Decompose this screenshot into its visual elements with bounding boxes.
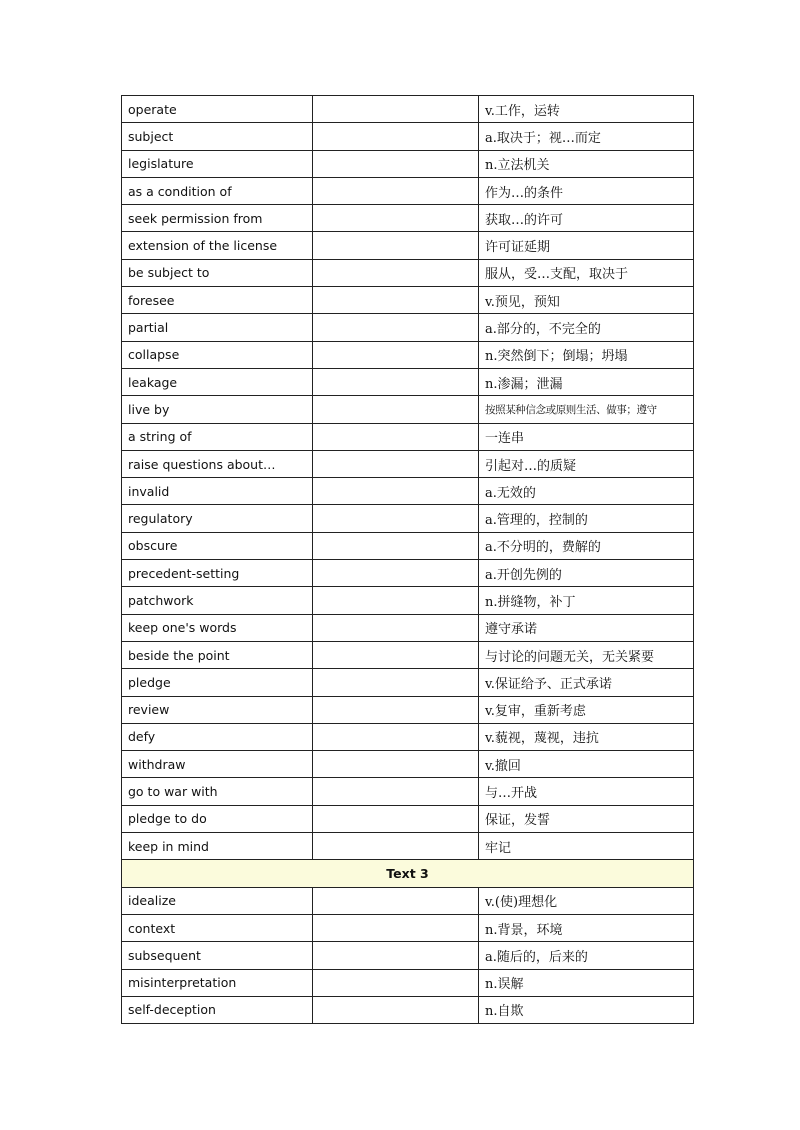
section-title: Text 3	[122, 860, 694, 887]
english-term: misinterpretation	[122, 969, 313, 996]
english-term: collapse	[122, 341, 313, 368]
blank-cell	[313, 696, 479, 723]
english-term: seek permission from	[122, 205, 313, 232]
table-row	[122, 969, 694, 996]
english-term: raise questions about…	[122, 450, 313, 477]
chinese-meaning: 牢记	[479, 833, 694, 860]
chinese-meaning: n.立法机关	[479, 150, 694, 177]
blank-cell	[313, 287, 479, 314]
chinese-meaning: 许可证延期	[479, 232, 694, 259]
chinese-meaning: 遵守承诺	[479, 614, 694, 641]
chinese-meaning: 保证，发誓	[479, 805, 694, 832]
english-term: operate	[122, 96, 313, 123]
table-row	[122, 669, 694, 696]
chinese-meaning: v.工作，运转	[479, 96, 694, 123]
english-term: partial	[122, 314, 313, 341]
blank-cell	[313, 669, 479, 696]
blank-cell	[313, 341, 479, 368]
table-row	[122, 341, 694, 368]
english-term: foresee	[122, 287, 313, 314]
english-term: a string of	[122, 423, 313, 450]
chinese-meaning: a.管理的，控制的	[479, 505, 694, 532]
chinese-meaning: 作为…的条件	[479, 177, 694, 204]
blank-cell	[313, 833, 479, 860]
table-row	[122, 205, 694, 232]
table-row	[122, 177, 694, 204]
table-row	[122, 751, 694, 778]
table-row	[122, 287, 694, 314]
table-row	[122, 805, 694, 832]
table-row	[122, 723, 694, 750]
blank-cell	[313, 96, 479, 123]
chinese-meaning: 与讨论的问题无关，无关紧要	[479, 641, 694, 668]
table-row	[122, 778, 694, 805]
chinese-meaning: v.(使)理想化	[479, 887, 694, 914]
table-row	[122, 996, 694, 1023]
blank-cell	[313, 532, 479, 559]
chinese-meaning: 引起对…的质疑	[479, 450, 694, 477]
chinese-meaning: 获取…的许可	[479, 205, 694, 232]
blank-cell	[313, 751, 479, 778]
table-row	[122, 150, 694, 177]
chinese-meaning: n.突然倒下；倒塌；坍塌	[479, 341, 694, 368]
table-row	[122, 96, 694, 123]
blank-cell	[313, 396, 479, 423]
english-term: extension of the license	[122, 232, 313, 259]
english-term: as a condition of	[122, 177, 313, 204]
chinese-meaning: n.误解	[479, 969, 694, 996]
vocabulary-table	[121, 95, 694, 1024]
english-term: keep in mind	[122, 833, 313, 860]
table-row	[122, 232, 694, 259]
chinese-meaning: v.撤回	[479, 751, 694, 778]
table-row	[122, 423, 694, 450]
table-row	[122, 478, 694, 505]
blank-cell	[313, 887, 479, 914]
vocabulary-rows	[122, 96, 694, 860]
table-row	[122, 450, 694, 477]
english-term: withdraw	[122, 751, 313, 778]
table-row	[122, 914, 694, 941]
blank-cell	[313, 505, 479, 532]
table-row	[122, 259, 694, 286]
blank-cell	[313, 177, 479, 204]
english-term: invalid	[122, 478, 313, 505]
chinese-meaning: a.随后的，后来的	[479, 942, 694, 969]
table-row	[122, 314, 694, 341]
chinese-meaning: n.渗漏；泄漏	[479, 368, 694, 395]
blank-cell	[313, 150, 479, 177]
english-term: be subject to	[122, 259, 313, 286]
english-term: self-deception	[122, 996, 313, 1023]
chinese-meaning: a.开创先例的	[479, 560, 694, 587]
table-row	[122, 123, 694, 150]
blank-cell	[313, 614, 479, 641]
blank-cell	[313, 232, 479, 259]
english-term: regulatory	[122, 505, 313, 532]
blank-cell	[313, 969, 479, 996]
english-term: leakage	[122, 368, 313, 395]
chinese-meaning: v.藐视，蔑视，违抗	[479, 723, 694, 750]
blank-cell	[313, 450, 479, 477]
blank-cell	[313, 123, 479, 150]
blank-cell	[313, 723, 479, 750]
table-row	[122, 560, 694, 587]
english-term: pledge to do	[122, 805, 313, 832]
english-term: idealize	[122, 887, 313, 914]
table-row	[122, 587, 694, 614]
english-term: keep one's words	[122, 614, 313, 641]
table-row	[122, 532, 694, 559]
table-row	[122, 614, 694, 641]
chinese-meaning: 服从，受…支配，取决于	[479, 259, 694, 286]
chinese-meaning: n.拼缝物，补丁	[479, 587, 694, 614]
blank-cell	[313, 805, 479, 832]
chinese-meaning: 按照某种信念或原则生活、做事；遵守	[479, 396, 694, 423]
blank-cell	[313, 259, 479, 286]
english-term: obscure	[122, 532, 313, 559]
blank-cell	[313, 587, 479, 614]
table-row	[122, 942, 694, 969]
english-term: subject	[122, 123, 313, 150]
table-row	[122, 833, 694, 860]
chinese-meaning: v.复审，重新考虑	[479, 696, 694, 723]
chinese-meaning: n.自欺	[479, 996, 694, 1023]
vocabulary-rows-text3	[122, 887, 694, 1023]
table-row	[122, 396, 694, 423]
chinese-meaning: a.无效的	[479, 478, 694, 505]
blank-cell	[313, 914, 479, 941]
blank-cell	[313, 942, 479, 969]
english-term: precedent-setting	[122, 560, 313, 587]
chinese-meaning: a.部分的，不完全的	[479, 314, 694, 341]
chinese-meaning: n.背景，环境	[479, 914, 694, 941]
blank-cell	[313, 368, 479, 395]
chinese-meaning: a.取决于；视…而定	[479, 123, 694, 150]
chinese-meaning: v.保证给予、正式承诺	[479, 669, 694, 696]
english-term: review	[122, 696, 313, 723]
table-row	[122, 641, 694, 668]
english-term: legislature	[122, 150, 313, 177]
english-term: pledge	[122, 669, 313, 696]
english-term: defy	[122, 723, 313, 750]
chinese-meaning: 与…开战	[479, 778, 694, 805]
blank-cell	[313, 478, 479, 505]
chinese-meaning: 一连串	[479, 423, 694, 450]
table-row	[122, 887, 694, 914]
english-term: subsequent	[122, 942, 313, 969]
table-row	[122, 505, 694, 532]
table-row	[122, 368, 694, 395]
table-row	[122, 696, 694, 723]
blank-cell	[313, 641, 479, 668]
english-term: live by	[122, 396, 313, 423]
blank-cell	[313, 314, 479, 341]
chinese-meaning: v.预见，预知	[479, 287, 694, 314]
blank-cell	[313, 996, 479, 1023]
blank-cell	[313, 205, 479, 232]
section-header-row	[122, 860, 694, 887]
english-term: beside the point	[122, 641, 313, 668]
english-term: go to war with	[122, 778, 313, 805]
blank-cell	[313, 778, 479, 805]
section-header-group	[122, 860, 694, 887]
blank-cell	[313, 423, 479, 450]
blank-cell	[313, 560, 479, 587]
english-term: context	[122, 914, 313, 941]
english-term: patchwork	[122, 587, 313, 614]
chinese-meaning: a.不分明的，费解的	[479, 532, 694, 559]
